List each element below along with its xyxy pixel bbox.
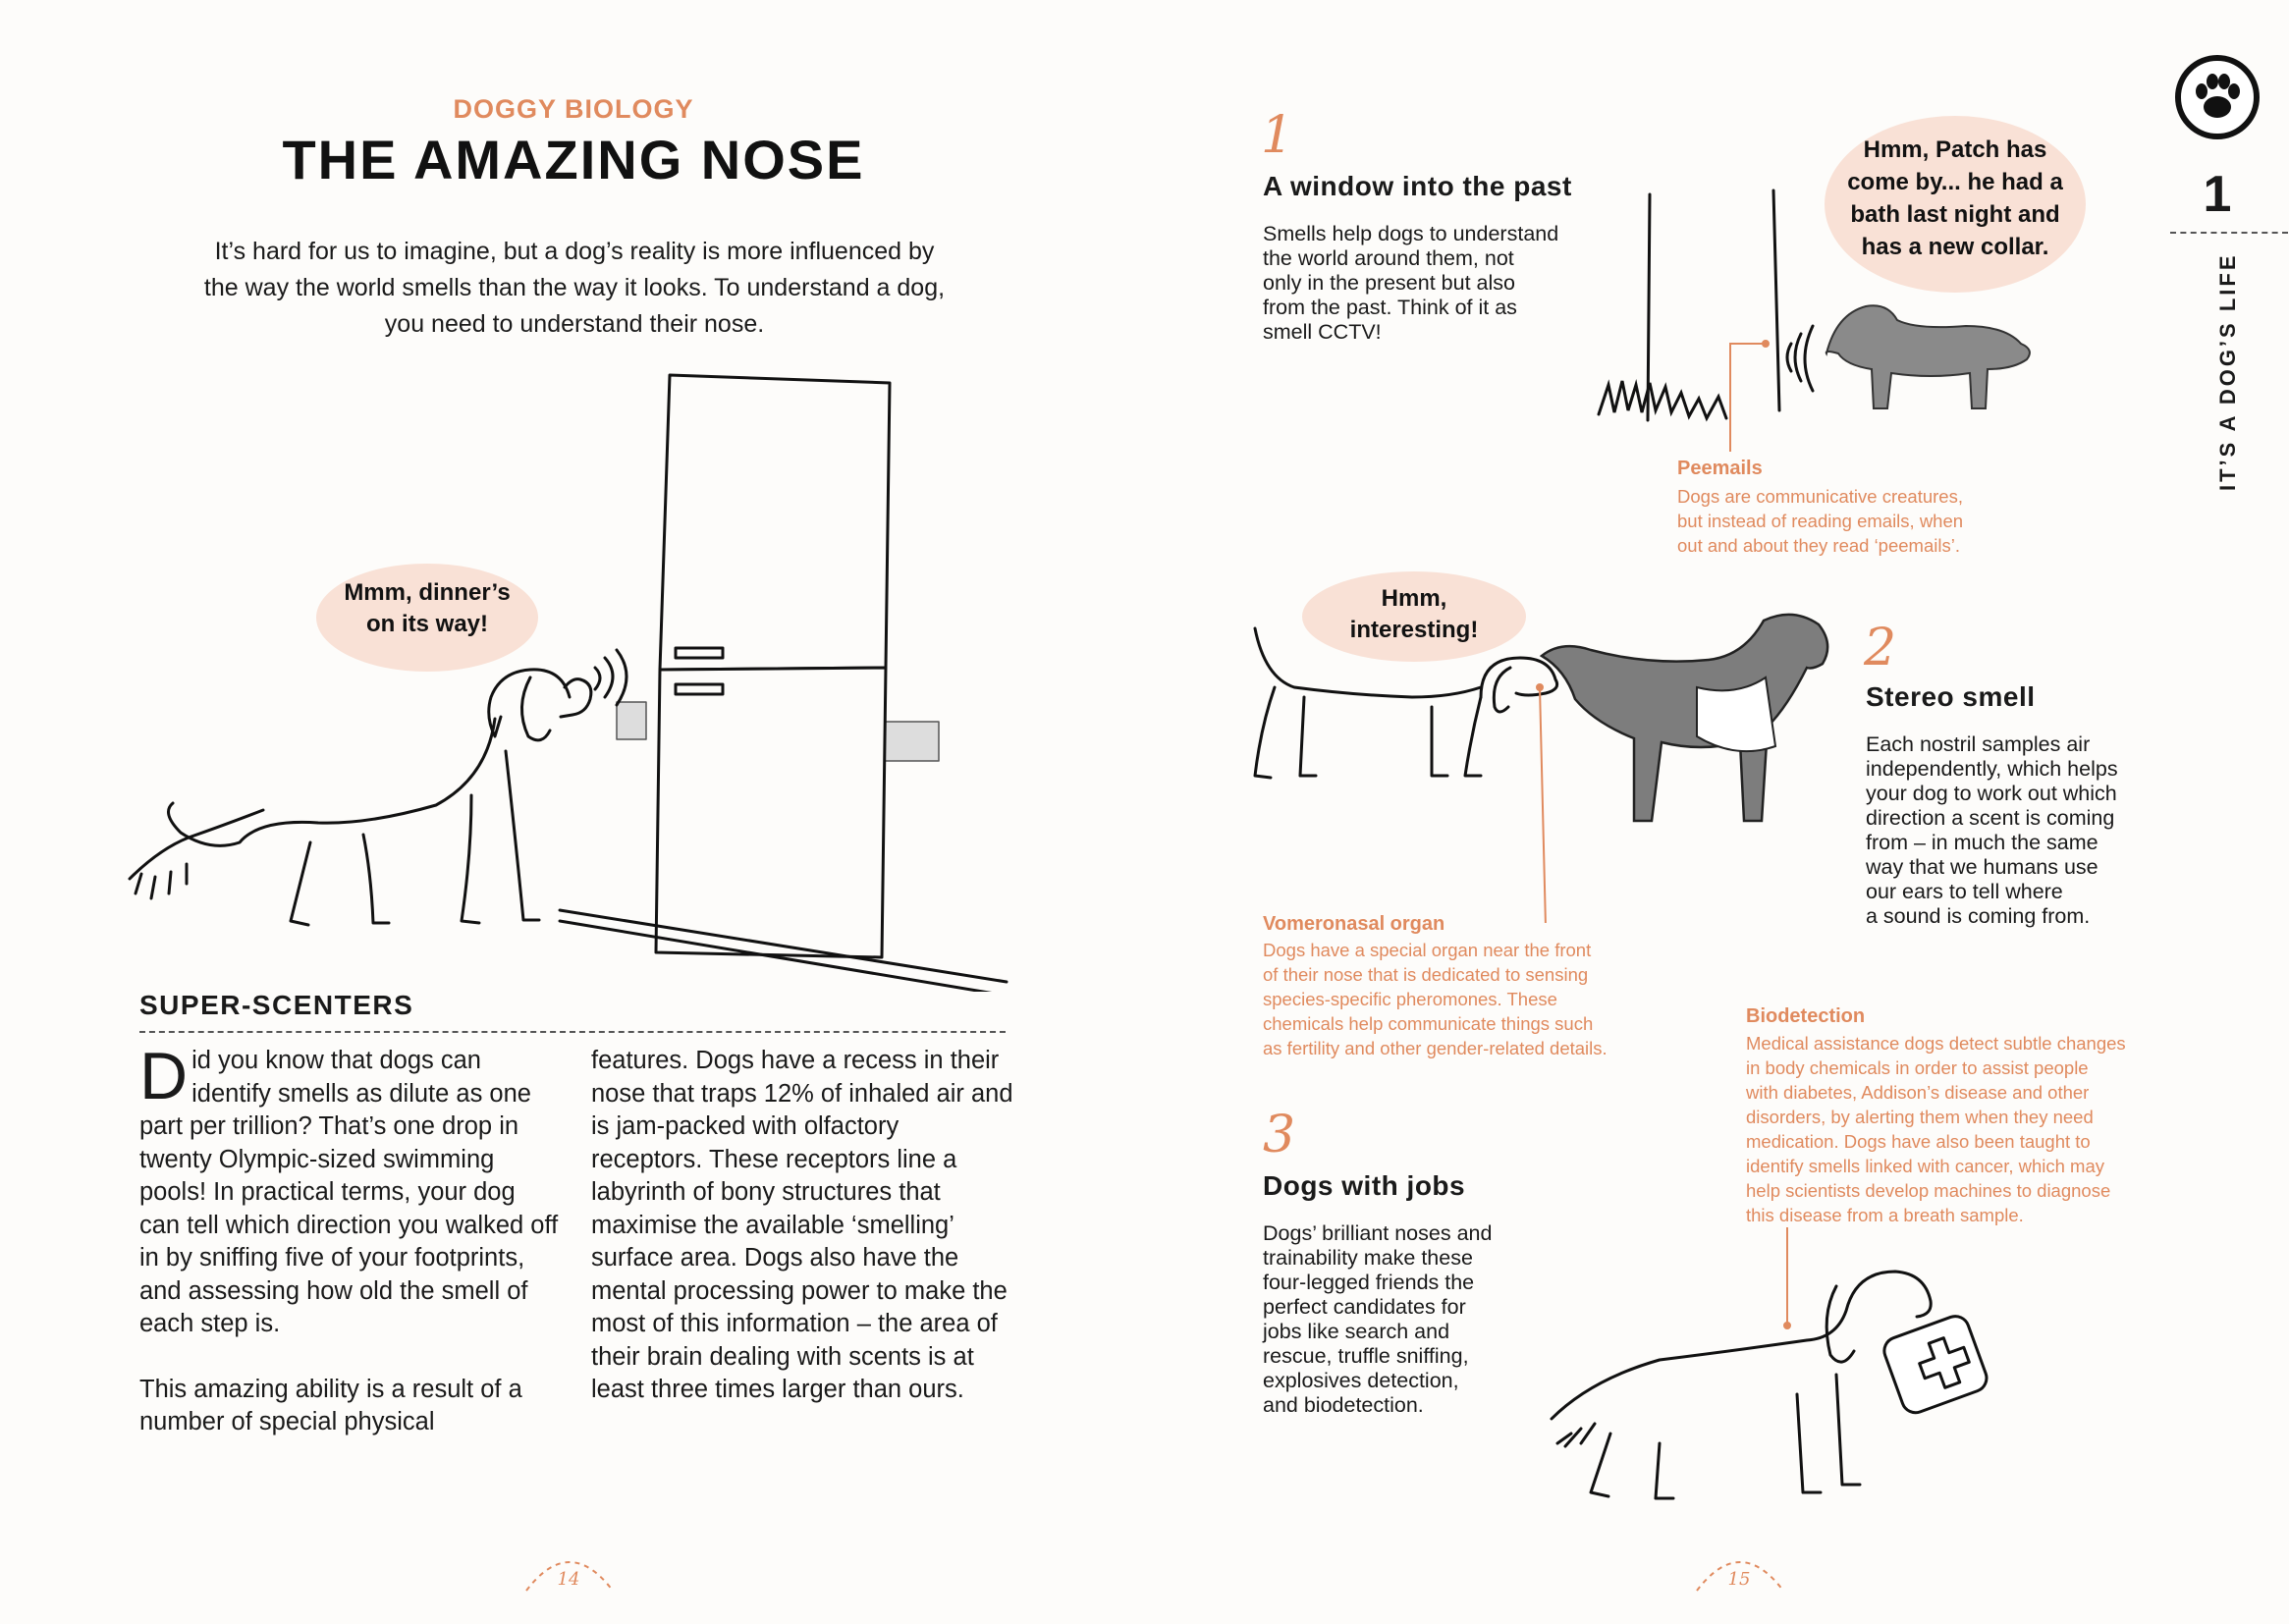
bubble-line: bath last night and [1850,201,2060,228]
text-line: Medical assistance dogs detect subtle changes [1746,1033,2126,1054]
text-line: Smells help dogs to understand [1263,222,1559,245]
bubble-line: Mmm, dinner’s [344,579,511,606]
text-column-2: features. Dogs have a recess in their nose that traps 12% of inhaled air and is jam-packed with olfactory receptors. These receptors line a labyrinth of bony structures that maximise the available ‘smelling’ surface area. Dogs also have the mental processing power to make the most of this information – the area of their brain dealing with scents is at least three times larger than ours. [591,1047,1013,1403]
page-number-right: 15 [1727,1569,1751,1590]
bubble-line: come by... he had a [1847,169,2063,195]
speech-bubble-dinner [316,564,538,672]
section-number-2: 2 [1864,619,1897,677]
medical-dog-illustration [1542,1227,2013,1502]
text-line: medication. Dogs have also been taught to [1746,1131,2091,1152]
paragraph: id you know that dogs can identify smells as dilute as one part per trillion? That’s one drop in twenty Olympic-sized swimming pools! In practical terms, your dog can tell which direction you walked off in by sniffing five of your footprints, and assessing how old the smell of each step is. [139,1047,559,1337]
section-body-3 [1263,1221,1577,1418]
text-line: jobs like search and [1263,1320,1450,1343]
annotation-vomeronasal [1263,938,1695,1060]
annotation-heading-biodetection: Biodetection [1746,1005,1866,1027]
text-line: only in the present but also [1263,271,1515,295]
two-dogs-illustration [1235,609,1864,923]
text-line: of their nose that is dedicated to sensing [1263,964,1589,985]
page-number-left: 14 [557,1569,580,1590]
section-heading-1: A window into the past [1263,171,1572,201]
text-line: Each nostril samples air [1866,732,2091,756]
intro-paragraph [137,234,1011,343]
page-title: THE AMAZING NOSE [282,129,865,190]
text-line: and biodetection. [1263,1393,1424,1417]
paw-icon [2174,54,2261,140]
text-line: help scientists develop machines to diagnose [1746,1180,2111,1201]
text-line: from – in much the same [1866,831,2098,854]
speech-bubble-patch [1825,116,2086,293]
intro-line: It’s hard for us to imagine, but a dog’s reality is more influenced by [214,238,935,265]
intro-line: you need to understand their nose. [384,310,765,338]
text-line: Dogs’ brilliant noses and [1263,1221,1493,1245]
speech-bubble-interesting [1302,571,1526,662]
chapter-title: IT’S A DOG’S LIFE [2215,252,2240,491]
text-column-1 [139,1039,562,1439]
annotation-biodetection [1746,1031,2237,1227]
text-line: perfect candidates for [1263,1295,1466,1319]
bubble-line: on its way! [365,611,489,637]
bubble-line: interesting! [1349,617,1479,643]
bubble-line: Hmm, [1381,585,1447,612]
text-line: as fertility and other gender-related details. [1263,1038,1608,1058]
paragraph: This amazing ability is a result of a number of special physical [139,1375,522,1435]
text-line: identify smells linked with cancer, which may [1746,1156,2105,1176]
text-line: with diabetes, Addison’s disease and other [1746,1082,2090,1103]
text-line: from the past. Think of it as [1263,296,1517,319]
text-line: explosives detection, [1263,1369,1459,1392]
text-line: your dog to work out which [1866,782,2117,805]
text-line: Dogs have a special organ near the front [1263,940,1592,960]
text-line: direction a scent is coming [1866,806,2115,830]
page-kicker: DOGGY BIOLOGY [453,94,694,124]
bubble-line: Hmm, Patch has [1863,136,2047,163]
annotation-peemails [1677,484,2050,558]
text-line: this disease from a breath sample. [1746,1205,2024,1225]
text-line: out and about they read ‘peemails’. [1677,535,1960,556]
section-number-3: 3 [1263,1106,1296,1164]
text-line: in body chemicals in order to assist people [1746,1057,2089,1078]
annotation-heading-peemails: Peemails [1677,458,1763,479]
section-heading-2: Stereo smell [1866,681,2036,712]
dashed-divider [139,1031,1006,1033]
text-line: the world around them, not [1263,246,1514,270]
text-line: four-legged friends the [1263,1271,1475,1294]
text-line: disorders, by alerting them when they need [1746,1107,2094,1127]
intro-line: the way the world smells than the way it looks. To understand a dog, [203,274,946,301]
text-line: a sound is coming from. [1866,904,2091,928]
text-line: chemicals help communicate things such [1263,1013,1594,1034]
text-line: smell CCTV! [1263,320,1382,344]
text-line: species-specific pheromones. These [1263,989,1557,1009]
text-line: rescue, truffle sniffing, [1263,1344,1469,1368]
chapter-number: 1 [2203,166,2232,223]
text-line: but instead of reading emails, when [1677,511,1964,531]
text-line: Dogs are communicative creatures, [1677,486,1963,507]
annotation-heading-vomeronasal: Vomeronasal organ [1263,913,1445,935]
text-line: way that we humans use [1866,855,2098,879]
bubble-line: has a new collar. [1861,234,2049,260]
section-heading: SUPER-SCENTERS [139,990,414,1020]
text-line: our ears to tell where [1866,880,2063,903]
section-number-1: 1 [1261,106,1294,165]
text-line: independently, which helps [1866,757,2118,781]
section-body-1 [1263,222,1616,345]
drop-cap: D [139,1039,189,1113]
section-body-2 [1866,732,2190,929]
section-heading-3: Dogs with jobs [1263,1170,1466,1201]
text-line: trainability make these [1263,1246,1473,1270]
chapter-divider [2170,232,2288,234]
dog-fridge-illustration [118,363,1021,992]
